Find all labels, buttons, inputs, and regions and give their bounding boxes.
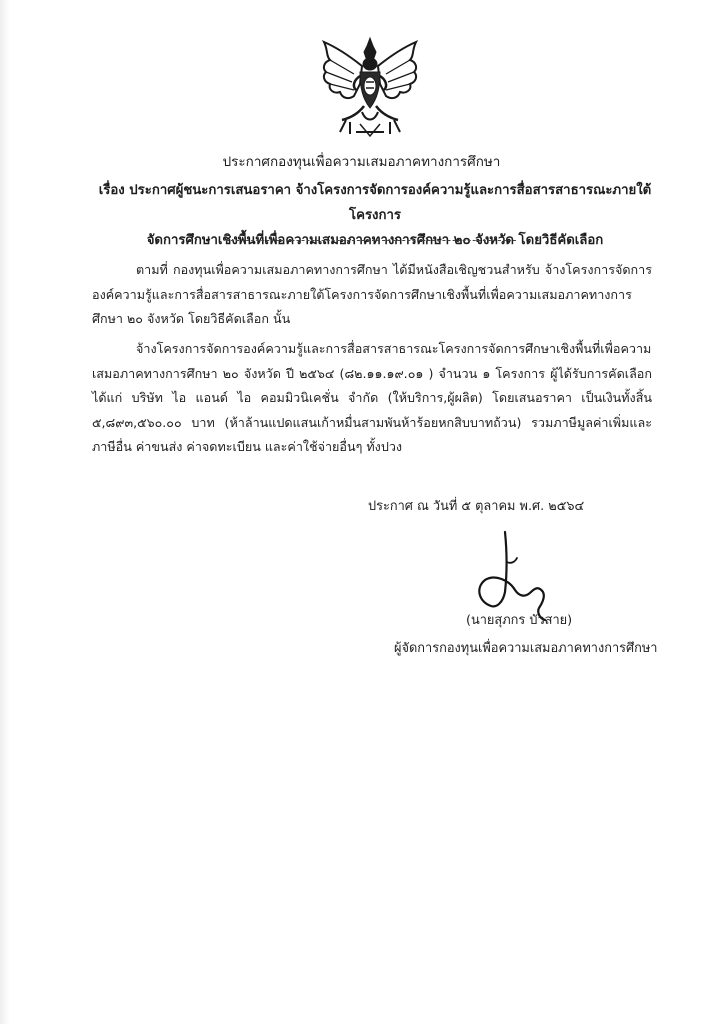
organization-title: ประกาศกองทุนเพื่อความเสมอภาคทางการศึกษา xyxy=(222,154,501,170)
subject-text-1: ประกาศผู้ชนะการเสนอราคา จ้างโครงการจัดการองค์ความรู้และการสื่อสารสาธารณะภายใต้โครงการ xyxy=(129,183,652,223)
paragraph-2-text: จ้างโครงการจัดการองค์ความรู้และการสื่อสารสาธารณะโครงการจัดการศึกษาเชิงพื้นที่เพื่อความเสมอภาคทางการศึกษา ๒๐ จังหวัด ปี ๒๕๖๔ (๘๒.๑๑.๑๙.๐๑ ) จำนวน ๑ โครงการ ผู้ได้รับการคัดเลือก ได้แก่ บริษัท ไอ แอนด์ ไอ คอมมิวนิเคชั่น จำกัด (ให้บริการ,ผู้ผลิต) โดยเสนอราคา เป็นเงินทั้งสิ้น ๕,๘๙๓,๕๖๐.๐๐ บาท (ห้าล้านแปดแสนเก้าหมื่นสามพันห้าร้อยหกสิบบาทถ้วน) รวมภาษีมูลค่าเพิ่มและภาษีอื่น ค่าขนส่ง ค่าจดทะเบียน และค่าใช้จ่ายอื่นๆ ทั้งปวง xyxy=(92,341,652,454)
signer-position: ผู้จัดการกองทุนเพื่อความเสมอภาคทางการศึกษา xyxy=(394,641,658,656)
paragraph-1-text: ตามที่ กองทุนเพื่อความเสมอภาคทางการศึกษา ได้มีหนังสือเชิญชวนสำหรับ จ้างโครงการจัดการองค์ความรู้และการสื่อสารสาธารณะภายใต้โครงการจัดการศึกษาเชิงพื้นที่เพื่อความเสมอภาคทางการศึกษา ๒๐ จังหวัด โดยวิธีคัดเลือก นั้น xyxy=(92,262,652,326)
subject-line-1 xyxy=(95,178,655,228)
subject-heading xyxy=(95,178,655,253)
body-paragraph-2 xyxy=(92,337,652,460)
announcement-date: ประกาศ ณ วันที่ ๕ ตุลาคม พ.ศ. ๒๕๖๔ xyxy=(368,499,585,514)
subject-label: เรื่อง xyxy=(98,183,125,198)
signer-name: (นายสุภกร บัวสาย) xyxy=(466,613,573,628)
body-paragraph-1 xyxy=(92,258,652,332)
garuda-emblem-icon xyxy=(316,36,424,140)
signature-icon xyxy=(445,522,585,624)
divider xyxy=(226,240,516,241)
subject-line-2: จัดการศึกษาเชิงพื้นที่เพื่อความเสมอภาคทางการศึกษา ๒๐ จังหวัด โดยวิธีคัดเลือก xyxy=(146,233,604,248)
